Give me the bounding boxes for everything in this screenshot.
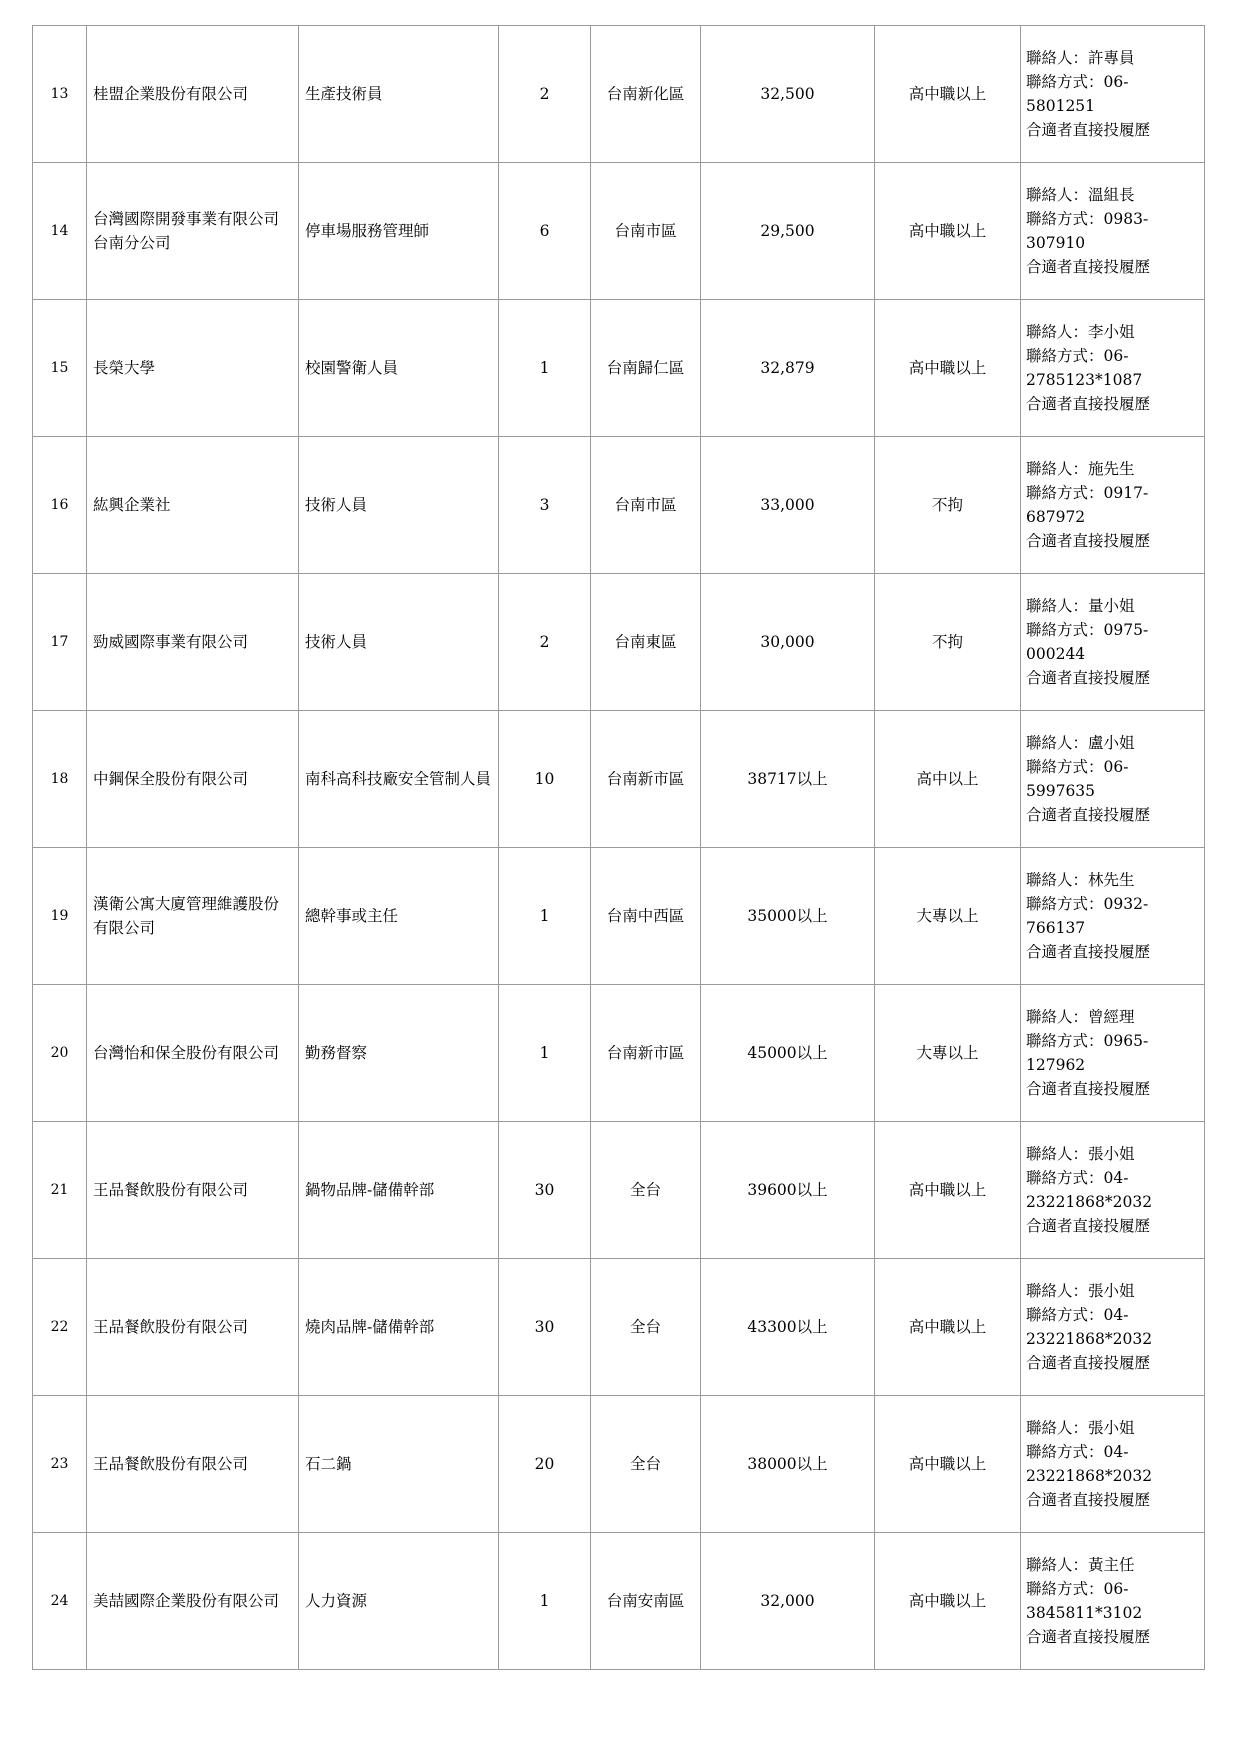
education-requirement: 高中職以上 bbox=[875, 300, 1021, 437]
contact-method: 聯絡方式：04- bbox=[1026, 1169, 1129, 1187]
table-row bbox=[33, 1396, 1205, 1533]
company-name: 長榮大學 bbox=[87, 300, 299, 437]
job-title: 總幹事或主任 bbox=[299, 848, 499, 985]
hiring-count: 6 bbox=[499, 163, 591, 300]
contact-method: 聯絡方式：0932- bbox=[1026, 895, 1149, 913]
row-number: 14 bbox=[33, 163, 87, 300]
work-location: 台南歸仁區 bbox=[591, 300, 701, 437]
company-name: 桂盟企業股份有限公司 bbox=[87, 26, 299, 163]
work-location: 全台 bbox=[591, 1259, 701, 1396]
salary: 38717以上 bbox=[701, 711, 875, 848]
hiring-count: 1 bbox=[499, 300, 591, 437]
contact-person: 聯絡人：溫組長 bbox=[1026, 186, 1135, 204]
contact-info bbox=[1021, 26, 1205, 163]
table-row bbox=[33, 848, 1205, 985]
company-name: 王品餐飲股份有限公司 bbox=[87, 1122, 299, 1259]
contact-info bbox=[1021, 1259, 1205, 1396]
company-name: 美喆國際企業股份有限公司 bbox=[87, 1533, 299, 1670]
work-location: 台南新市區 bbox=[591, 985, 701, 1122]
table-row bbox=[33, 163, 1205, 300]
work-location: 台南新市區 bbox=[591, 711, 701, 848]
company-name: 王品餐飲股份有限公司 bbox=[87, 1259, 299, 1396]
education-requirement: 高中職以上 bbox=[875, 1122, 1021, 1259]
contact-person: 聯絡人：量小姐 bbox=[1026, 597, 1135, 615]
hiring-count: 1 bbox=[499, 848, 591, 985]
job-title: 技術人員 bbox=[299, 437, 499, 574]
contact-info bbox=[1021, 574, 1205, 711]
table-row bbox=[33, 1122, 1205, 1259]
row-number: 18 bbox=[33, 711, 87, 848]
contact-method: 聯絡方式：06- bbox=[1026, 1580, 1129, 1598]
contact-info bbox=[1021, 985, 1205, 1122]
salary: 32,879 bbox=[701, 300, 875, 437]
education-requirement: 高中職以上 bbox=[875, 163, 1021, 300]
contact-number: 5997635 bbox=[1026, 782, 1096, 800]
job-table-body bbox=[33, 26, 1205, 1670]
contact-person: 聯絡人：盧小姐 bbox=[1026, 734, 1135, 752]
hiring-count: 3 bbox=[499, 437, 591, 574]
contact-person: 聯絡人：李小姐 bbox=[1026, 323, 1135, 341]
contact-method: 聯絡方式：04- bbox=[1026, 1443, 1129, 1461]
job-title: 停車場服務管理師 bbox=[299, 163, 499, 300]
contact-person: 聯絡人：張小姐 bbox=[1026, 1282, 1135, 1300]
salary: 33,000 bbox=[701, 437, 875, 574]
contact-number: 3845811*3102 bbox=[1026, 1604, 1143, 1622]
company-name: 紘興企業社 bbox=[87, 437, 299, 574]
table-row bbox=[33, 437, 1205, 574]
apply-note: 合適者直接投履歷 bbox=[1026, 532, 1151, 550]
table-row bbox=[33, 985, 1205, 1122]
contact-person: 聯絡人：黃主任 bbox=[1026, 1556, 1135, 1574]
job-title: 石二鍋 bbox=[299, 1396, 499, 1533]
row-number: 16 bbox=[33, 437, 87, 574]
contact-number: 23221868*2032 bbox=[1026, 1330, 1153, 1348]
work-location: 台南安南區 bbox=[591, 1533, 701, 1670]
hiring-count: 20 bbox=[499, 1396, 591, 1533]
work-location: 台南市區 bbox=[591, 437, 701, 574]
contact-number: 23221868*2032 bbox=[1026, 1193, 1153, 1211]
company-name: 台灣國際開發事業有限公司台南分公司 bbox=[87, 163, 299, 300]
contact-number: 2785123*1087 bbox=[1026, 371, 1143, 389]
contact-info bbox=[1021, 1533, 1205, 1670]
job-title: 技術人員 bbox=[299, 574, 499, 711]
contact-person: 聯絡人：許專員 bbox=[1026, 49, 1135, 67]
contact-method: 聯絡方式：06- bbox=[1026, 73, 1129, 91]
work-location: 台南市區 bbox=[591, 163, 701, 300]
contact-info bbox=[1021, 163, 1205, 300]
education-requirement: 高中以上 bbox=[875, 711, 1021, 848]
row-number: 19 bbox=[33, 848, 87, 985]
contact-info bbox=[1021, 1396, 1205, 1533]
row-number: 23 bbox=[33, 1396, 87, 1533]
row-number: 17 bbox=[33, 574, 87, 711]
contact-method: 聯絡方式：06- bbox=[1026, 758, 1129, 776]
apply-note: 合適者直接投履歷 bbox=[1026, 121, 1151, 139]
table-row bbox=[33, 574, 1205, 711]
job-title: 燒肉品牌-儲備幹部 bbox=[299, 1259, 499, 1396]
company-name: 中鋼保全股份有限公司 bbox=[87, 711, 299, 848]
hiring-count: 2 bbox=[499, 26, 591, 163]
work-location: 台南新化區 bbox=[591, 26, 701, 163]
education-requirement: 高中職以上 bbox=[875, 1396, 1021, 1533]
contact-person: 聯絡人：曾經理 bbox=[1026, 1008, 1135, 1026]
hiring-count: 1 bbox=[499, 985, 591, 1122]
row-number: 24 bbox=[33, 1533, 87, 1670]
salary: 32,500 bbox=[701, 26, 875, 163]
job-title: 南科高科技廠安全管制人員 bbox=[299, 711, 499, 848]
salary: 38000以上 bbox=[701, 1396, 875, 1533]
salary: 29,500 bbox=[701, 163, 875, 300]
job-listing-table bbox=[32, 25, 1205, 1670]
contact-number: 127962 bbox=[1026, 1056, 1086, 1074]
company-name: 王品餐飲股份有限公司 bbox=[87, 1396, 299, 1533]
education-requirement: 不拘 bbox=[875, 574, 1021, 711]
row-number: 21 bbox=[33, 1122, 87, 1259]
hiring-count: 1 bbox=[499, 1533, 591, 1670]
job-title: 勤務督察 bbox=[299, 985, 499, 1122]
company-name: 台灣怡和保全股份有限公司 bbox=[87, 985, 299, 1122]
work-location: 台南東區 bbox=[591, 574, 701, 711]
apply-note: 合適者直接投履歷 bbox=[1026, 395, 1151, 413]
row-number: 20 bbox=[33, 985, 87, 1122]
salary: 39600以上 bbox=[701, 1122, 875, 1259]
contact-person: 聯絡人：張小姐 bbox=[1026, 1145, 1135, 1163]
table-row bbox=[33, 1259, 1205, 1396]
contact-method: 聯絡方式：04- bbox=[1026, 1306, 1129, 1324]
apply-note: 合適者直接投履歷 bbox=[1026, 669, 1151, 687]
apply-note: 合適者直接投履歷 bbox=[1026, 1491, 1151, 1509]
job-title: 校園警衛人員 bbox=[299, 300, 499, 437]
work-location: 台南中西區 bbox=[591, 848, 701, 985]
salary: 32,000 bbox=[701, 1533, 875, 1670]
contact-method: 聯絡方式：0965- bbox=[1026, 1032, 1149, 1050]
apply-note: 合適者直接投履歷 bbox=[1026, 1354, 1151, 1372]
row-number: 22 bbox=[33, 1259, 87, 1396]
contact-method: 聯絡方式：0983- bbox=[1026, 210, 1149, 228]
table-row bbox=[33, 26, 1205, 163]
education-requirement: 高中職以上 bbox=[875, 1259, 1021, 1396]
education-requirement: 不拘 bbox=[875, 437, 1021, 574]
company-name: 勁威國際事業有限公司 bbox=[87, 574, 299, 711]
table-row bbox=[33, 711, 1205, 848]
hiring-count: 30 bbox=[499, 1259, 591, 1396]
table-row bbox=[33, 300, 1205, 437]
job-title: 人力資源 bbox=[299, 1533, 499, 1670]
education-requirement: 大專以上 bbox=[875, 985, 1021, 1122]
salary: 30,000 bbox=[701, 574, 875, 711]
education-requirement: 高中職以上 bbox=[875, 26, 1021, 163]
contact-info bbox=[1021, 437, 1205, 574]
contact-number: 23221868*2032 bbox=[1026, 1467, 1153, 1485]
contact-number: 5801251 bbox=[1026, 97, 1096, 115]
contact-person: 聯絡人：施先生 bbox=[1026, 460, 1135, 478]
apply-note: 合適者直接投履歷 bbox=[1026, 943, 1151, 961]
row-number: 13 bbox=[33, 26, 87, 163]
contact-person: 聯絡人：林先生 bbox=[1026, 871, 1135, 889]
contact-info bbox=[1021, 1122, 1205, 1259]
job-title: 生產技術員 bbox=[299, 26, 499, 163]
contact-method: 聯絡方式：06- bbox=[1026, 347, 1129, 365]
contact-info bbox=[1021, 848, 1205, 985]
education-requirement: 大專以上 bbox=[875, 848, 1021, 985]
work-location: 全台 bbox=[591, 1122, 701, 1259]
contact-number: 687972 bbox=[1026, 508, 1086, 526]
contact-number: 307910 bbox=[1026, 234, 1086, 252]
apply-note: 合適者直接投履歷 bbox=[1026, 1628, 1151, 1646]
contact-method: 聯絡方式：0917- bbox=[1026, 484, 1149, 502]
apply-note: 合適者直接投履歷 bbox=[1026, 1080, 1151, 1098]
contact-info bbox=[1021, 300, 1205, 437]
contact-number: 766137 bbox=[1026, 919, 1086, 937]
salary: 45000以上 bbox=[701, 985, 875, 1122]
table-row bbox=[33, 1533, 1205, 1670]
education-requirement: 高中職以上 bbox=[875, 1533, 1021, 1670]
job-title: 鍋物品牌-儲備幹部 bbox=[299, 1122, 499, 1259]
salary: 43300以上 bbox=[701, 1259, 875, 1396]
contact-info bbox=[1021, 711, 1205, 848]
apply-note: 合適者直接投履歷 bbox=[1026, 258, 1151, 276]
contact-person: 聯絡人：張小姐 bbox=[1026, 1419, 1135, 1437]
company-name: 漢衛公寓大廈管理維護股份有限公司 bbox=[87, 848, 299, 985]
hiring-count: 2 bbox=[499, 574, 591, 711]
apply-note: 合適者直接投履歷 bbox=[1026, 1217, 1151, 1235]
contact-method: 聯絡方式：0975- bbox=[1026, 621, 1149, 639]
salary: 35000以上 bbox=[701, 848, 875, 985]
contact-number: 000244 bbox=[1026, 645, 1086, 663]
hiring-count: 10 bbox=[499, 711, 591, 848]
hiring-count: 30 bbox=[499, 1122, 591, 1259]
row-number: 15 bbox=[33, 300, 87, 437]
work-location: 全台 bbox=[591, 1396, 701, 1533]
apply-note: 合適者直接投履歷 bbox=[1026, 806, 1151, 824]
